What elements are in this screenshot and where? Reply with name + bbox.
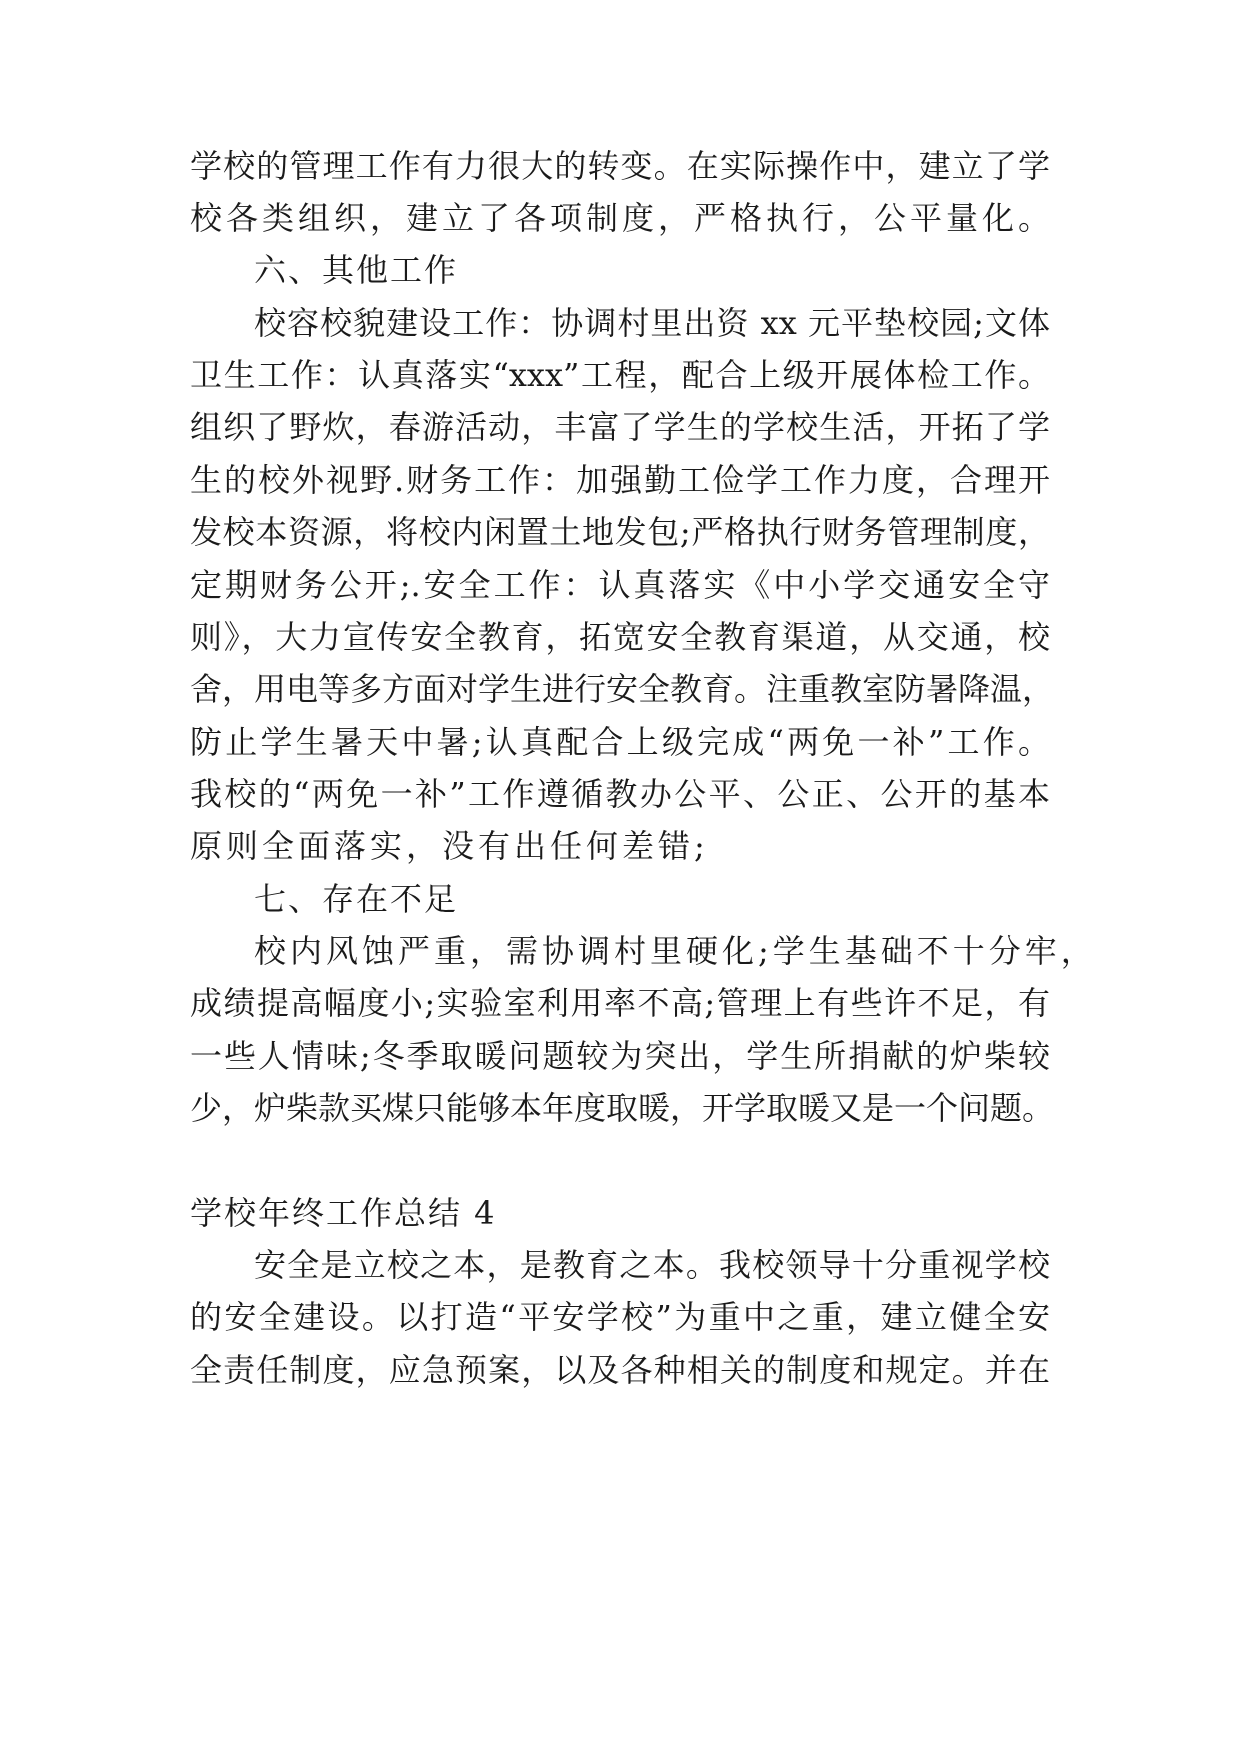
body-text-line: 原则全面落实，没有出任何差错; bbox=[190, 827, 709, 865]
body-text-line: 的安全建设。以打造“平安学校”为重中之重，建立健全安 bbox=[190, 1298, 1050, 1336]
body-text-line: 校容校貌建设工作：协调村里出资 xx 元平垫校园;文体 bbox=[254, 304, 1050, 342]
section-heading: 六、其他工作 bbox=[254, 251, 459, 289]
body-text-line: 安全是立校之本，是教育之本。我校领导十分重视学校 bbox=[254, 1246, 1050, 1284]
body-text-line: 组织了野炊，春游活动，丰富了学生的学校生活，开拓了学 bbox=[190, 408, 1050, 446]
body-text-line: 舍，用电等多方面对学生进行安全教育。注重教室防暑降温， bbox=[190, 670, 1055, 708]
body-text-line: 少，炉柴款买煤只能够本年度取暖，开学取暖又是一个问题。 bbox=[190, 1089, 1055, 1127]
body-text-line: 成绩提高幅度小;实验室利用率不高;管理上有些许不足，有 bbox=[190, 984, 1050, 1022]
body-text-line: 卫生工作：认真落实“xxx”工程，配合上级开展体检工作。 bbox=[190, 356, 1050, 394]
body-text-line: 学校的管理工作有力很大的转变。在实际操作中，建立了学 bbox=[190, 147, 1050, 185]
body-text-line: 我校的“两免一补”工作遵循教办公平、公正、公开的基本 bbox=[190, 775, 1050, 813]
body-text-line: 生的校外视野.财务工作：加强勤工俭学工作力度，合理开 bbox=[190, 461, 1050, 499]
body-text-line: 一些人情味;冬季取暖问题较为突出，学生所捐献的炉柴较 bbox=[190, 1037, 1050, 1075]
document-title: 学校年终工作总结 4 bbox=[190, 1194, 497, 1232]
body-text-line: 则》，大力宣传安全教育，拓宽安全教育渠道，从交通，校 bbox=[190, 618, 1050, 656]
body-text-line: 校内风蚀严重，需协调村里硬化;学生基础不十分牢， bbox=[254, 932, 1097, 970]
body-text-line: 发校本资源，将校内闲置土地发包;严格执行财务管理制度， bbox=[190, 513, 1050, 551]
body-text-line: 防止学生暑天中暑;认真配合上级完成“两免一补”工作。 bbox=[190, 723, 1050, 761]
body-text-line: 定期财务公开;.安全工作：认真落实《中小学交通安全守 bbox=[190, 566, 1050, 604]
body-text-line: 校各类组织，建立了各项制度，严格执行，公平量化。 bbox=[190, 199, 1055, 237]
section-heading: 七、存在不足 bbox=[254, 880, 459, 918]
body-text-line: 全责任制度，应急预案，以及各种相关的制度和规定。并在 bbox=[190, 1351, 1050, 1389]
